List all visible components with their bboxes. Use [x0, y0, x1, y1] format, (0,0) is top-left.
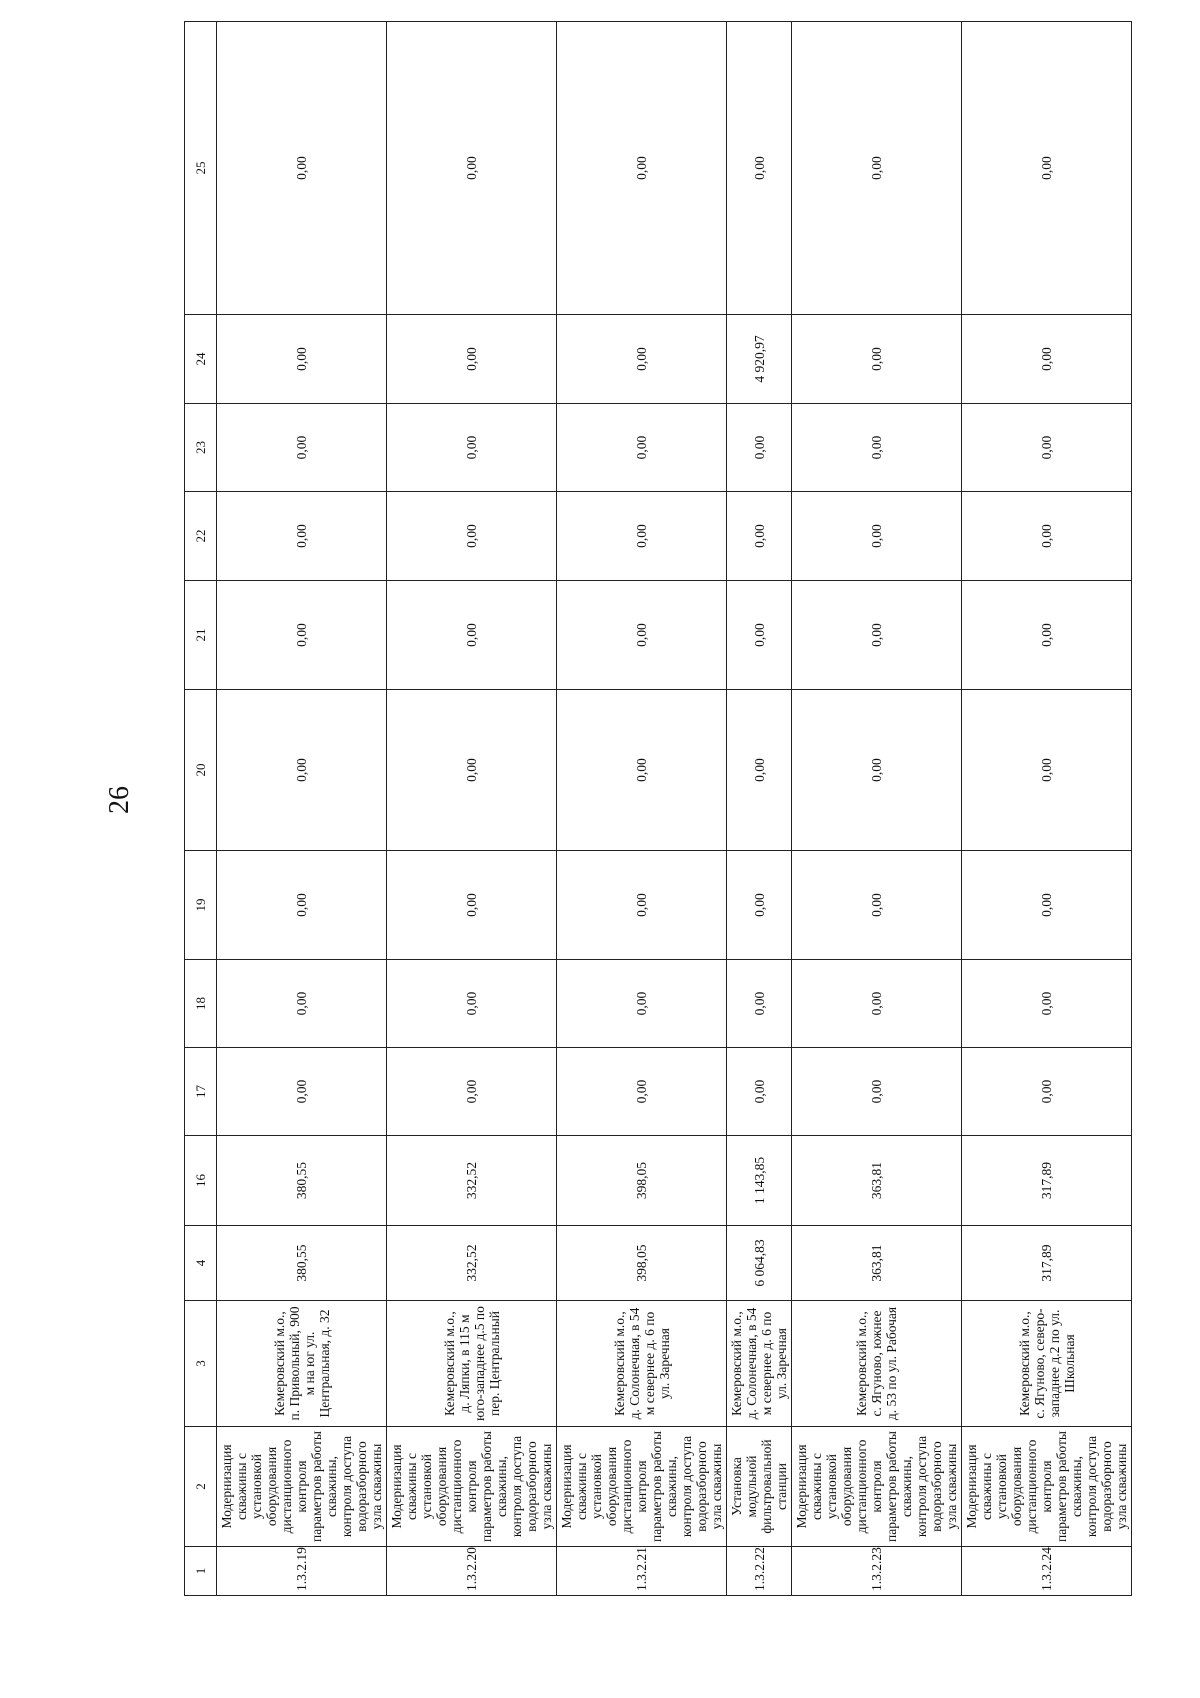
table-row	[727, 22, 792, 1596]
value-cell: 332,52	[387, 1136, 557, 1226]
value-cell: 0,00	[962, 581, 1132, 690]
value-cell: 0,00	[217, 960, 387, 1048]
value-cell: 0,00	[557, 960, 727, 1048]
column-header: 24	[185, 315, 217, 404]
value-cell: 0,00	[217, 690, 387, 851]
value-cell: 0,00	[557, 581, 727, 690]
table-row	[217, 22, 387, 1596]
value-cell: 0,00	[792, 581, 962, 690]
value-cell: 0,00	[962, 404, 1132, 492]
item-description: Модернизация скважины с установкой оборудования дистанционного контроля параметров работы скважины, контроля доступа водоразборного узла скважины	[792, 1427, 962, 1547]
value-cell: 0,00	[727, 690, 792, 851]
value-cell: 398,05	[557, 1226, 727, 1301]
value-cell: 317,89	[962, 1136, 1132, 1226]
value-cell: 0,00	[962, 960, 1132, 1048]
value-cell: 0,00	[557, 851, 727, 960]
item-description: Модернизация скважины с установкой оборудования дистанционного контроля параметров работы скважины, контроля доступа водоразборного узла скважины	[962, 1427, 1132, 1547]
value-cell: 0,00	[792, 960, 962, 1048]
value-cell: 380,55	[217, 1136, 387, 1226]
value-cell: 0,00	[217, 492, 387, 581]
column-header: 17	[185, 1048, 217, 1136]
value-cell: 0,00	[962, 492, 1132, 581]
value-cell: 398,05	[557, 1136, 727, 1226]
item-address: Кемеровский м.о., с. Ягуново, северо-западнее д.2 по ул. Школьная	[962, 1301, 1132, 1427]
item-code: 1.3.2.21	[557, 1547, 727, 1596]
value-cell: 0,00	[792, 315, 962, 404]
value-cell: 0,00	[557, 404, 727, 492]
value-cell: 0,00	[387, 851, 557, 960]
value-cell: 0,00	[792, 492, 962, 581]
column-header: 3	[185, 1301, 217, 1427]
item-code: 1.3.2.23	[792, 1547, 962, 1596]
value-cell: 363,81	[792, 1136, 962, 1226]
value-cell: 0,00	[727, 22, 792, 315]
column-header: 4	[185, 1226, 217, 1301]
value-cell: 0,00	[792, 1048, 962, 1136]
value-cell: 0,00	[387, 960, 557, 1048]
value-cell: 0,00	[557, 690, 727, 851]
value-cell: 0,00	[727, 960, 792, 1048]
value-cell: 0,00	[387, 1048, 557, 1136]
column-header: 21	[185, 581, 217, 690]
table-row	[387, 22, 557, 1596]
value-cell: 4 920,97	[727, 315, 792, 404]
value-cell: 0,00	[217, 851, 387, 960]
item-code: 1.3.2.24	[962, 1547, 1132, 1596]
item-address: Кемеровский м.о., д. Солонечная, в 54 м севернее д. 6 по ул. Заречная	[557, 1301, 727, 1427]
rotated-table-container	[184, 22, 1129, 1596]
value-cell: 0,00	[387, 315, 557, 404]
item-description: Модернизация скважины с установкой оборудования дистанционного контроля параметров работы скважины, контроля доступа водоразборного узла скважины	[557, 1427, 727, 1547]
value-cell: 0,00	[217, 315, 387, 404]
item-description: Установка модульной фильтровальной станции	[727, 1427, 792, 1547]
value-cell: 0,00	[727, 581, 792, 690]
value-cell: 0,00	[217, 581, 387, 690]
value-cell: 6 064,83	[727, 1226, 792, 1301]
value-cell: 0,00	[962, 690, 1132, 851]
column-header: 20	[185, 690, 217, 851]
column-header: 23	[185, 404, 217, 492]
column-header: 19	[185, 851, 217, 960]
value-cell: 0,00	[387, 492, 557, 581]
column-header: 22	[185, 492, 217, 581]
column-header: 2	[185, 1427, 217, 1547]
value-cell: 0,00	[557, 22, 727, 315]
value-cell: 0,00	[962, 22, 1132, 315]
header-row	[185, 22, 217, 1596]
value-cell: 0,00	[962, 851, 1132, 960]
value-cell: 0,00	[792, 404, 962, 492]
table-row	[557, 22, 727, 1596]
table-row	[792, 22, 962, 1596]
value-cell: 0,00	[557, 315, 727, 404]
table-body	[217, 22, 1132, 1596]
item-address: Кемеровский м.о., д. Ляпки, в 115 м юго-западнее д.5 по пер. Центральный	[387, 1301, 557, 1427]
item-description: Модернизация скважины с установкой оборудования дистанционного контроля параметров работы скважины, контроля доступа водоразборного узла скважины	[387, 1427, 557, 1547]
item-code: 1.3.2.19	[217, 1547, 387, 1596]
value-cell: 0,00	[387, 581, 557, 690]
value-cell: 0,00	[387, 690, 557, 851]
value-cell: 0,00	[792, 22, 962, 315]
column-header: 25	[185, 22, 217, 315]
value-cell: 380,55	[217, 1226, 387, 1301]
column-header: 1	[185, 1547, 217, 1596]
value-cell: 0,00	[387, 404, 557, 492]
item-address: Кемеровский м.о., д. Солонечная, в 54 м севернее д. 6 по ул. Заречная	[727, 1301, 792, 1427]
value-cell: 0,00	[727, 404, 792, 492]
table-row	[962, 22, 1132, 1596]
value-cell: 0,00	[217, 22, 387, 315]
value-cell: 0,00	[557, 1048, 727, 1136]
item-address: Кемеровский м.о., с. Ягуново, южнее д. 53 по ул. Рабочая	[792, 1301, 962, 1427]
value-cell: 317,89	[962, 1226, 1132, 1301]
value-cell: 332,52	[387, 1226, 557, 1301]
value-cell: 363,81	[792, 1226, 962, 1301]
works-table	[184, 21, 1132, 1596]
value-cell: 0,00	[217, 404, 387, 492]
value-cell: 0,00	[962, 315, 1132, 404]
value-cell: 0,00	[727, 1048, 792, 1136]
value-cell: 0,00	[727, 492, 792, 581]
value-cell: 0,00	[727, 851, 792, 960]
item-code: 1.3.2.20	[387, 1547, 557, 1596]
value-cell: 0,00	[792, 690, 962, 851]
value-cell: 0,00	[387, 22, 557, 315]
item-address: Кемеровский м.о., п. Привольный, 900 м на юг ул. Центральная, д. 32	[217, 1301, 387, 1427]
value-cell: 1 143,85	[727, 1136, 792, 1226]
item-description: Модернизация скважины с установкой оборудования дистанционного контроля параметров работы скважины, контроля доступа водоразборного узла скважины	[217, 1427, 387, 1547]
column-header: 18	[185, 960, 217, 1048]
value-cell: 0,00	[217, 1048, 387, 1136]
value-cell: 0,00	[557, 492, 727, 581]
item-code: 1.3.2.22	[727, 1547, 792, 1596]
page-number: 26	[104, 786, 135, 814]
value-cell: 0,00	[792, 851, 962, 960]
value-cell: 0,00	[962, 1048, 1132, 1136]
column-header: 16	[185, 1136, 217, 1226]
